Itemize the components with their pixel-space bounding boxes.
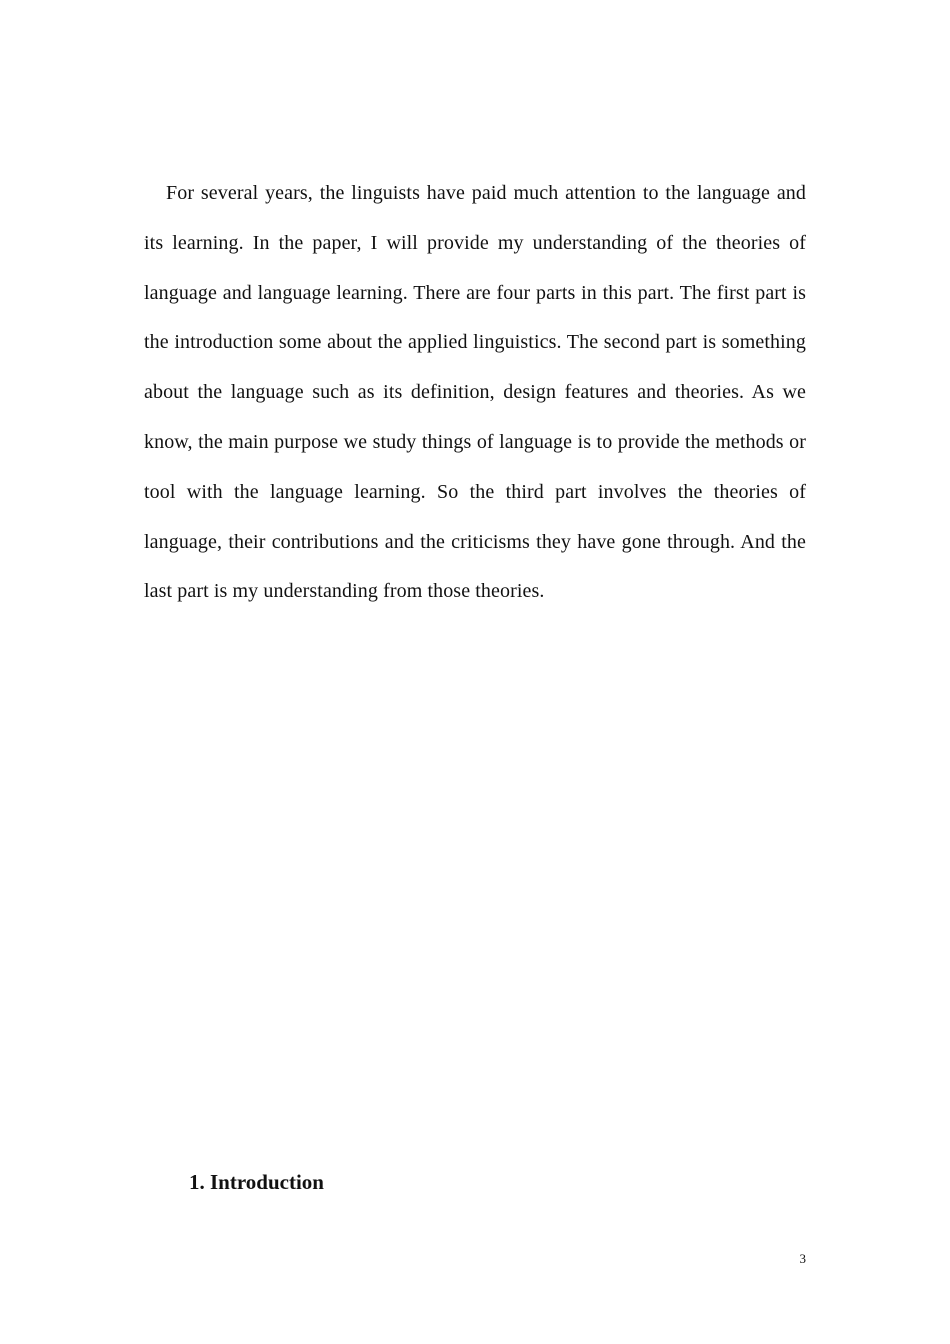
page-number: 3: [799, 1251, 806, 1266]
intro-paragraph: For several years, the linguists have paid much attention to the language and its learning. In the paper, I will provide my understanding of the theories of language and language learning. There are four parts in this part. The first part is the introduction some about the applied linguistics. The second part is something about the language such as its definition, design features and theories. As we know, the main purpose we study things of language is to provide the methods or tool with the language learning. So the third part involves the theories of language, their contributions and the criticisms they have gone through. And the last part is my understanding from those theories.: [144, 182, 806, 603]
section-heading-introduction: 1. Introduction: [189, 1170, 324, 1194]
